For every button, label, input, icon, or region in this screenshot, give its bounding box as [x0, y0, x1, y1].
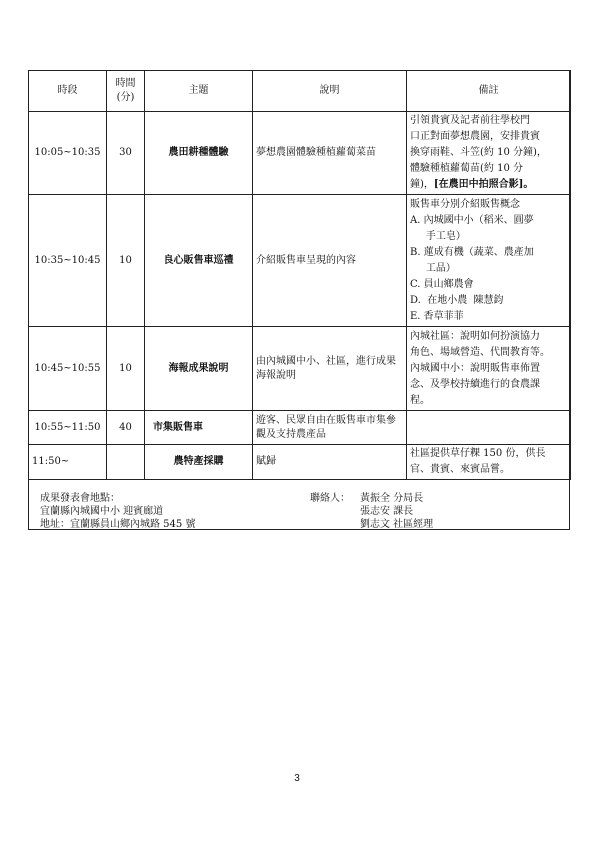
note-line: 口正對面夢想農園，安排貴賓 [410, 131, 540, 142]
row-time: 10:45~10:55 [29, 327, 107, 411]
row-desc: 介紹販售車呈現的內容 [253, 195, 407, 327]
contact-person: 劉志文 社區經理 [360, 519, 434, 530]
row-duration: 10 [107, 327, 145, 411]
contact-person: 張志安 課長 [360, 506, 414, 517]
row-duration: 10 [107, 195, 145, 327]
note-line-text: 鐘)， [410, 179, 434, 190]
header-topic: 主題 [145, 71, 253, 112]
note-line: 官、貴賓、來賓品嘗。 [410, 464, 510, 475]
row-duration: 40 [107, 411, 145, 445]
note-line: B. 蓮成有機（蔬菜、農產加 [410, 246, 534, 258]
row-time: 10:35~10:45 [29, 195, 107, 327]
row-time: 10:05~10:35 [29, 112, 107, 195]
note-line: 程。 [410, 394, 430, 406]
row-desc: 遊客、民眾自由在販售車市集參觀及支持農產品 [253, 411, 407, 445]
row-desc: 夢想農園體驗種植蘿蔔菜苗 [253, 112, 407, 195]
row-duration: 30 [107, 112, 145, 195]
row-topic: 農田耕種體驗 [145, 112, 253, 195]
contact-label: 聯絡人： [310, 493, 350, 504]
note-line: 內城國中小：說明販售車佈置 [410, 362, 540, 374]
header-note: 備註 [407, 71, 571, 112]
note-line: D. 在地小農 陳慧鈞 [410, 294, 504, 306]
row-time: 10:55~11:50 [29, 411, 107, 445]
outer-border [28, 70, 570, 530]
note-line: 手工皂） [410, 230, 466, 242]
page-number: 3 [294, 773, 300, 784]
header-desc: 說明 [253, 71, 407, 112]
row-topic: 市集販售車 [145, 411, 253, 445]
header-time: 時段 [29, 71, 107, 112]
venue-name: 宜蘭縣內城國中小 迎賓廊道 [40, 506, 164, 517]
row-topic: 良心販售車巡禮 [145, 195, 253, 327]
note-line: 換穿雨鞋、斗笠(約 10 分鐘)， [410, 147, 547, 158]
row-desc: 賦歸 [253, 445, 407, 480]
note-line: 社區提供草仔粿 150 份，供長 [410, 448, 546, 459]
contact-row [310, 492, 433, 505]
row-time: 11:50~ [29, 445, 107, 480]
contact-person: 黃振全 分局長 [360, 493, 424, 504]
note-emphasis: [在農田中拍照合影]。 [433, 179, 534, 190]
row-topic: 海報成果說明 [145, 327, 253, 411]
note-line: 念、及學校持續進行的食農課 [410, 378, 540, 390]
note-line: 工品） [410, 262, 456, 274]
venue-address: 地址：宜蘭縣員山鄉內城路 545 號 [40, 519, 196, 530]
row-topic: 農特產採購 [145, 445, 253, 480]
venue-block [40, 492, 195, 531]
row-desc: 由內城國中小、社區，進行成果海報說明 [253, 327, 407, 411]
note-line: 引領貴賓及記者前往學校門 [410, 115, 530, 126]
note-line: 內城社區：說明如何扮演協力 [410, 330, 540, 342]
note-line: A. 內城國中小（稻米、圓夢 [410, 214, 534, 226]
note-line: 角色、場域營造、代間教育等。 [410, 346, 550, 358]
note-line: 體驗種植蘿蔔苗(約 10 分 [410, 163, 523, 174]
contact-block [310, 492, 433, 531]
note-line: C. 員山鄉農會 [410, 278, 474, 290]
note-line: E. 香草菲菲 [410, 310, 464, 322]
header-duration: 時間 (分) [107, 71, 145, 112]
note-line: 販售車分別介紹販售概念 [410, 198, 520, 210]
venue-label: 成果發表會地點： [40, 493, 120, 504]
contact-row [310, 505, 433, 518]
contact-row [310, 518, 433, 531]
